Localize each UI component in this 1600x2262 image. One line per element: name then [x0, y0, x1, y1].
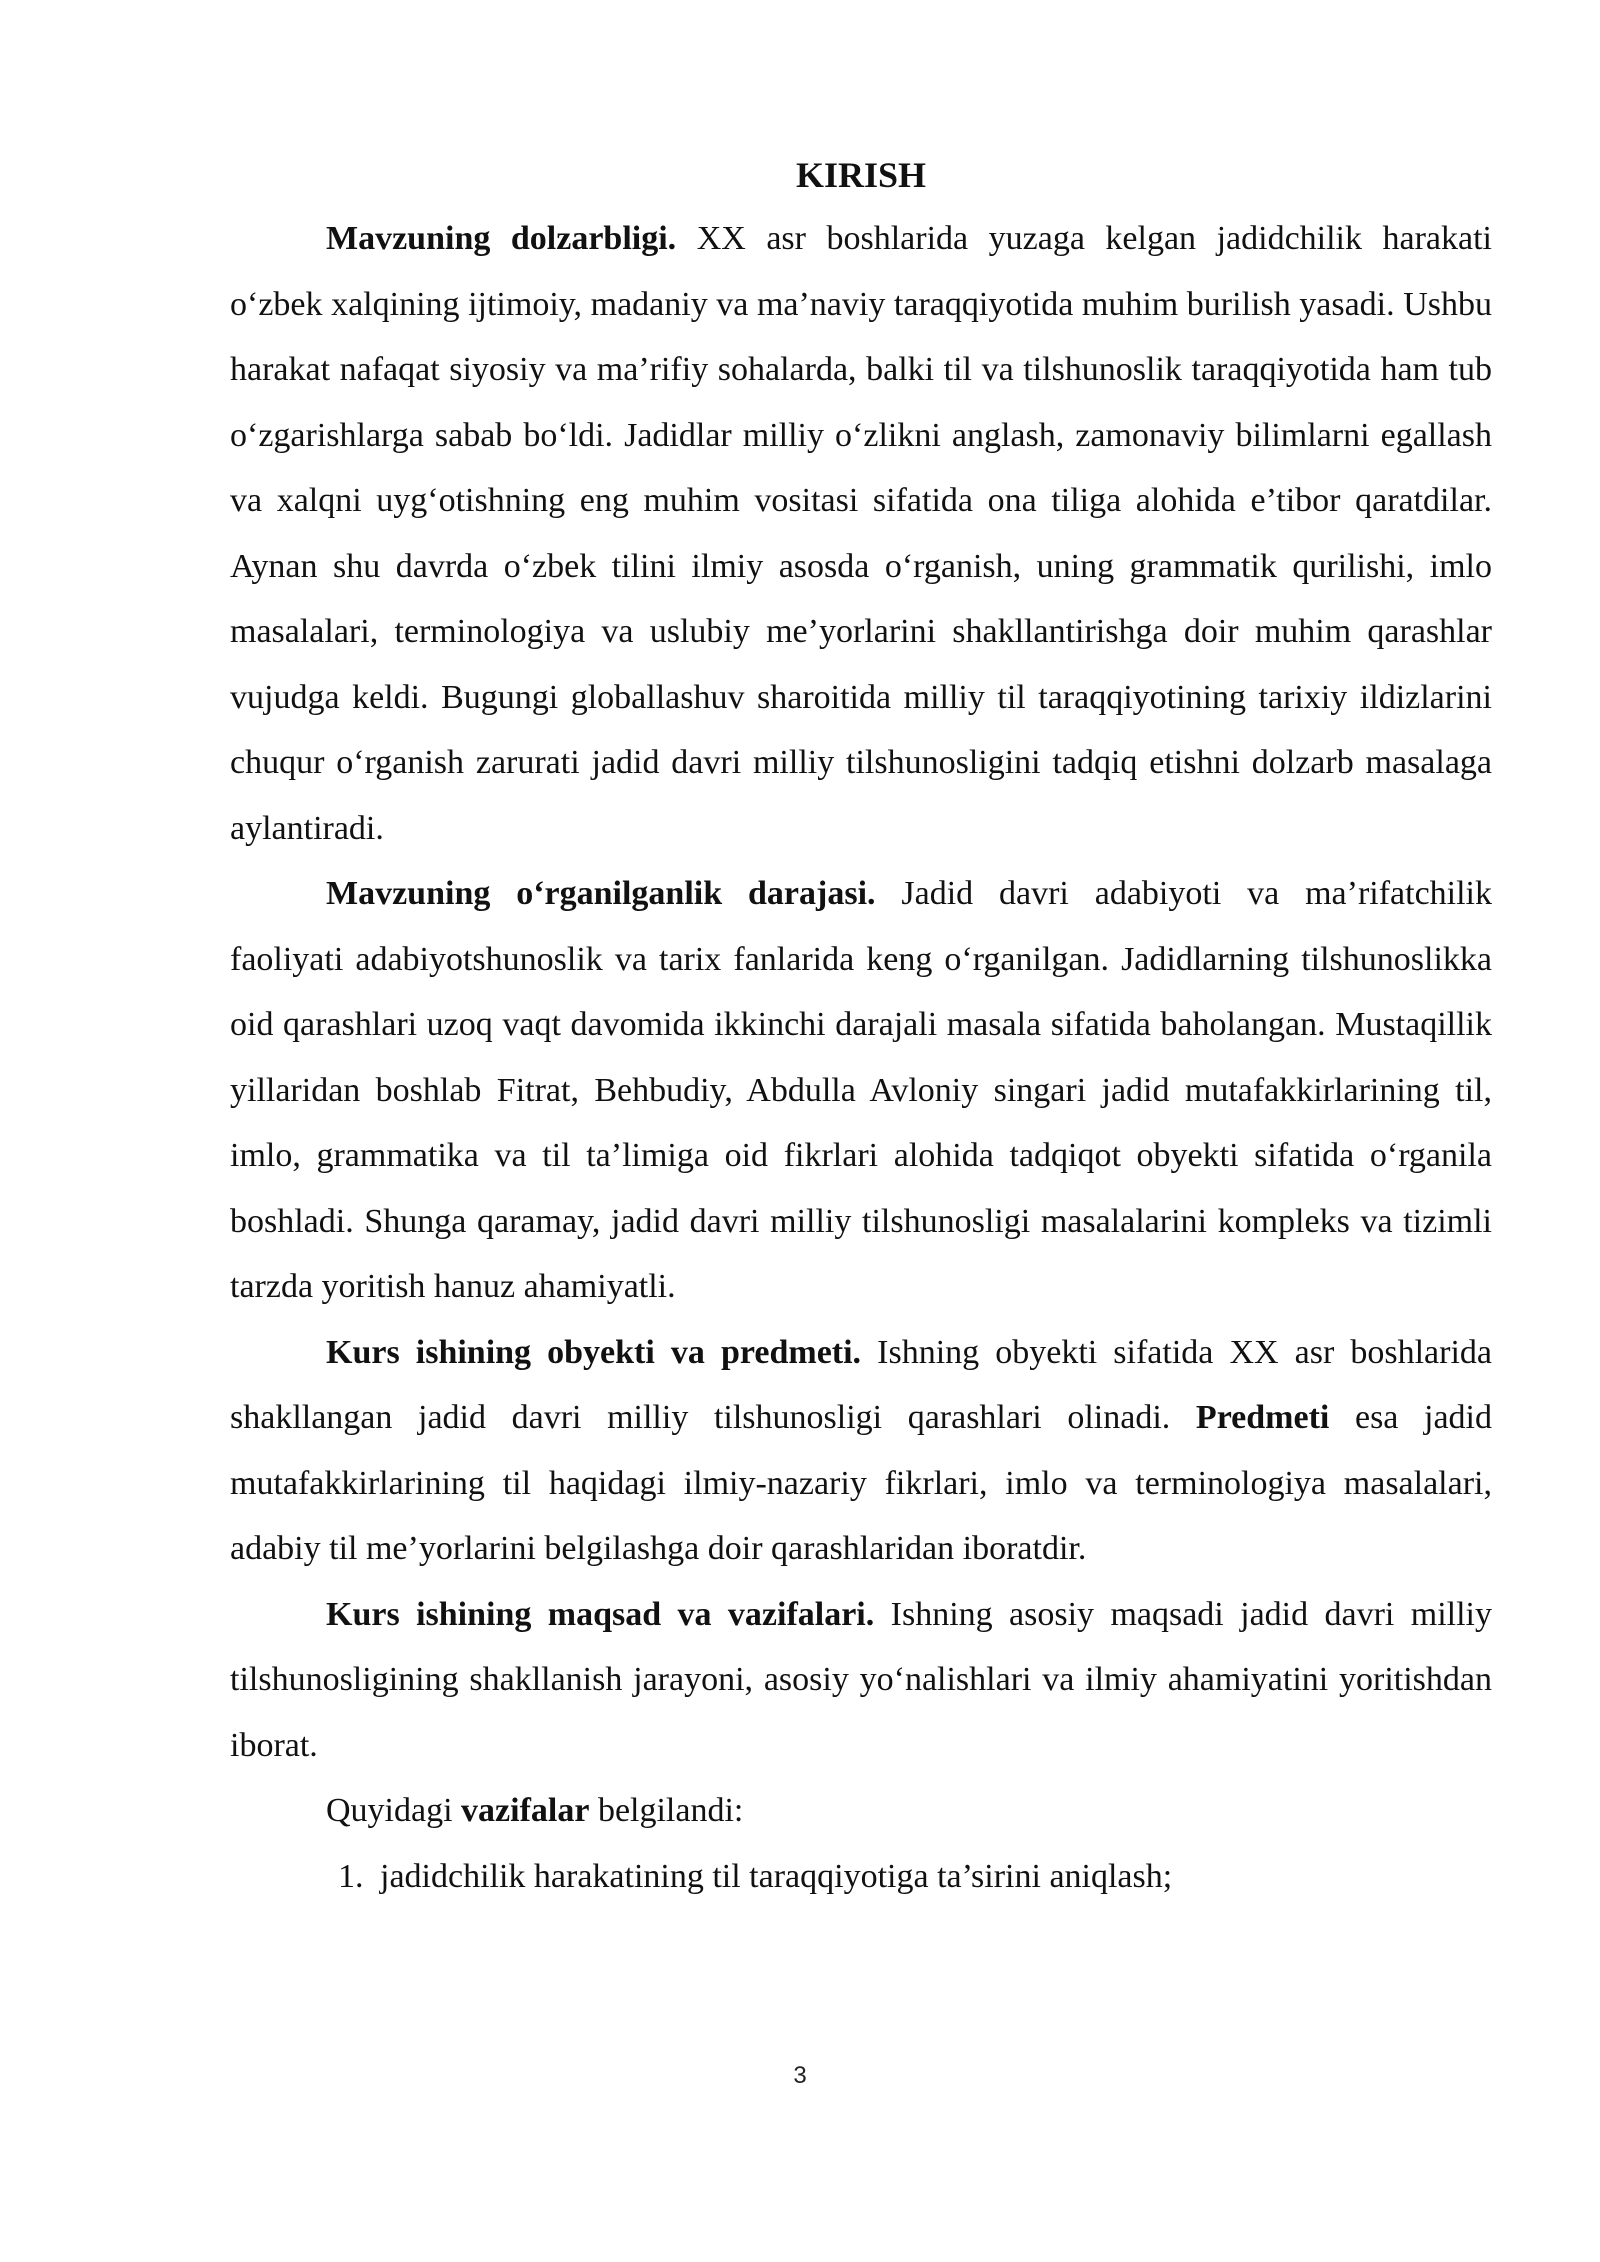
page-title: KIRISH	[795, 155, 927, 195]
section-heading: Kurs ishining maqsad va vazifalari.	[326, 1595, 875, 1633]
list-item-number: 1.	[338, 1857, 364, 1895]
document-page	[230, 150, 1492, 1909]
page-number: 3	[793, 2062, 807, 2089]
section-text: Jadid davri adabiyoti va ma’rifatchilik faoliyati adabiyotshunoslik va tarix fanlarida keng o‘rganilgan. Jadidlarning tilshunoslikka oid qarashlari uzoq vaqt davomida ikkinchi darajali masala sifatida baholangan. Mustaqillik yillaridan boshlab Fitrat, Behbudiy, Abdulla Avloniy singari jadid mutafakkirlarining til, imlo, grammatika va til ta’limiga oid fikrlari alohida tadqiqot obyekti sifatida o‘rganila boshladi. Shunga qaramay, jadid davri milliy tilshunosligi masalalarini kompleks va tizimli tarzda yoritish hanuz ahamiyatli.	[230, 875, 1493, 1305]
section-relevance	[230, 206, 1492, 861]
section-text: XX asr boshlarida yuzaga kelgan jadidchilik harakati o‘zbek xalqining ijtimoiy, madaniy va ma’naviy taraqqiyotida muhim burilish yasadi. Ushbu harakat nafaqat siyosiy va ma’rifiy sohalarda, balki til va tilshunoslik taraqqiyotida ham tub o‘zgarishlarga sabab bo‘ldi. Jadidlar milliy o‘zlikni anglash, zamonaviy bilimlarni egallash va xalqni uyg‘otishning eng muhim vositasi sifatida ona tiliga alohida e’tibor qaratdilar. Aynan shu davrda o‘zbek tilini ilmiy asosda o‘rganish, uning grammatik qurilishi, imlo masalalari, terminologiya va uslubiy me’yorlarini shakllantirishga doir muhim qarashlar vujudga keldi. Bugungi globallashuv sharoitida milliy til taraqqiyotining tarixiy ildizlarini chuqur o‘rganish zarurati jadid davri milliy tilshunosligini tadqiq etishni dolzarb masalaga aylantiradi.	[230, 220, 1493, 847]
section-heading: Kurs ishining obyekti va predmeti.	[326, 1333, 862, 1371]
list-item	[230, 1844, 1492, 1910]
section-text: Ishning obyekti sifatida XX asr boshlarida shakllangan jadid davri milliy tilshunosligi qarashlari olinadi.	[230, 1333, 1492, 1436]
tasks-intro-text: belgilandi:	[589, 1792, 744, 1829]
tasks-intro-text: Quyidagi	[326, 1792, 462, 1829]
section-text: esa jadid mutafakkirlarining til haqidagi ilmiy-nazariy fikrlari, imlo va terminologiya masalalari, adabiy til me’yorlarini belgilashga doir qarashlaridan iboratdir.	[230, 1399, 1492, 1567]
tasks-intro-bold: vazifalar	[461, 1792, 590, 1829]
section-heading: Mavzuning o‘rganilganlik darajasi.	[326, 875, 876, 912]
section-heading: Mavzuning dolzarbligi.	[326, 220, 677, 257]
section-degree-of-study	[230, 861, 1492, 1320]
section-object-subject	[230, 1320, 1492, 1582]
section-subheading: Predmeti	[1195, 1399, 1330, 1436]
tasks-intro	[230, 1778, 1492, 1844]
section-text: Ishning asosiy maqsadi jadid davri milliy tilshunosligining shakllanish jarayoni, asosiy yo‘nalishlari va ilmiy ahamiyatini yoritishdan iborat.	[230, 1595, 1492, 1764]
section-goals-tasks	[230, 1582, 1492, 1779]
list-item-text: jadidchilik harakatining til taraqqiyotiga ta’sirini aniqlash;	[380, 1857, 1173, 1895]
